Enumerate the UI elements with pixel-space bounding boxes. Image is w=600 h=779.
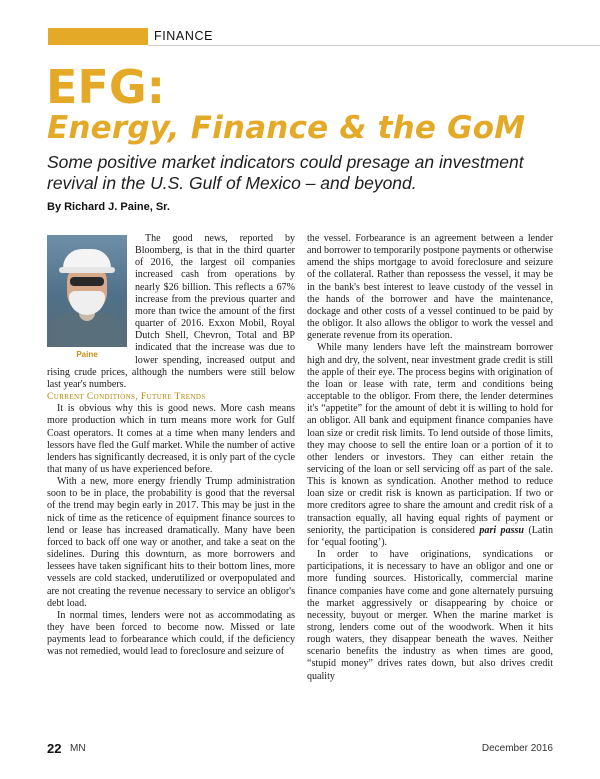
latin-term: pari passu <box>479 524 525 536</box>
photo-caption: Paine <box>76 350 98 359</box>
magazine-name: MN <box>70 743 86 754</box>
page-number: 22 <box>47 741 62 756</box>
page-footer <box>47 741 553 757</box>
byline: By Richard J. Paine, Sr. <box>47 201 170 213</box>
paragraph-text: (Latin for ‘equal footing’). <box>307 524 553 548</box>
section-heading: Current Conditions, Future Trends <box>47 392 206 403</box>
issue-date: December 2016 <box>481 743 553 754</box>
article-subtitle: Some positive market indicators could presage an investment revival in the U.S. Gulf of Mexico – and beyond. <box>47 152 524 193</box>
section-tab <box>48 28 600 45</box>
author-photo <box>47 235 127 347</box>
paragraph: With a new, more energy friendly Trump administration soon to be in place, the probability is good that the reversal of the trend may begin early in 2017. This may be just in the nick of time as the reticence of equipment finance sources to lend or lease has increased dramatically. Many have been forced to back off one way or another, and take a seat on the sidelines. During this downturn, as more borrowers and lessees have taken significant hits to their bottom lines, more vessels are cold stacked, underutilized or overpopulated and are not creating the revenue necessary to service an obligor's debt load. <box>47 476 295 609</box>
article-title: EFG: <box>46 60 165 114</box>
paragraph: In order to have originations, syndications or participations, it is necessary to have an obligor and one or more funding sources. Historically, commercial marine finance companies have come and gone alternately pursuing the market aggressively or disappearing by choice or necessity, buyout or merger. When the marine market is strong, lenders come out of the woodwork. When it hits rough waters, they disappear beneath the waves. Neither scenario benefits the industry as when times are good, “stupid money” drives rates down, but also drives credit quality <box>307 549 553 682</box>
paragraph: The good news, reported by Bloomberg, is that in the third quarter of 2016, the largest oil companies increased cash from operations by nearly $26 billion. This reflects a 67% increase from the previous quarter and more than twice the amount of the first quarter of 2016. Exxon Mobil, Royal Dutch Shell, Chevron, Total and BP indicated that the increase was due to lower spending, increased output and rising crude prices, although the numbers were still below last year's numbers. <box>47 233 295 390</box>
column-right <box>307 233 553 683</box>
section-tab-accent <box>48 28 148 45</box>
paragraph <box>307 342 553 549</box>
paragraph: In normal times, lenders were not as accommodating as they have been forced to become now. Missed or late payments lead to forbearance which could, if the deficiency was not remedied, would lead to foreclosure and seizure of <box>47 609 295 658</box>
author-photo-block <box>47 235 127 361</box>
column-left <box>47 233 295 658</box>
article-title-line2: Energy, Finance & the GoM <box>47 110 526 146</box>
section-label: FINANCE <box>148 28 600 46</box>
paragraph: It is obvious why this is good news. More cash means more production which in turn means more work for Gulf Coast operators. It comes at a time when many lenders and lessors have fled the Gulf market. While the number of active lenders has significantly decreased, it is only part of the cycle that many of us have experienced before. <box>47 403 295 475</box>
paragraph-text: While many lenders have left the mainstream borrower high and dry, the solvent, near investment grade credit is still the apple of their eye. The process begins with origination of the loan or lease with rate, term and conditions being acceptable to the obligor. From there, the lender determines it's “appetite” for the amount of debt it is willing to hold for an obligor. All bank and equipment finance companies have loan size or credit risk limits. To lend outside of those limits, they may choose to sell the entire loan or a portion of it to other lenders or investors. They can either retain the servicing of the loan or sell servicing off as part of the sale. This is known as syndication. Another method to reduce loan size or credit risk is known as participation. If two or more creditors agree to share the amount and credit risk of a transaction equally, all having equal rights of payment or seniority, the participation is considered <box>307 342 553 536</box>
paragraph: the vessel. Forbearance is an agreement between a lender and borrower to temporarily postpone payments or otherwise amend the ships mortgage to avoid foreclosure and seizure of the collateral. Rather than repossess the vessel, it may be in the bank's best interest to leave custody of the vessel in the hands of the borrower and have the maintenance, dockage and other costs of a vessel continued to be paid by the obligor. It also allows the obligor to work the vessel and generate revenue from its operation. <box>307 233 553 342</box>
